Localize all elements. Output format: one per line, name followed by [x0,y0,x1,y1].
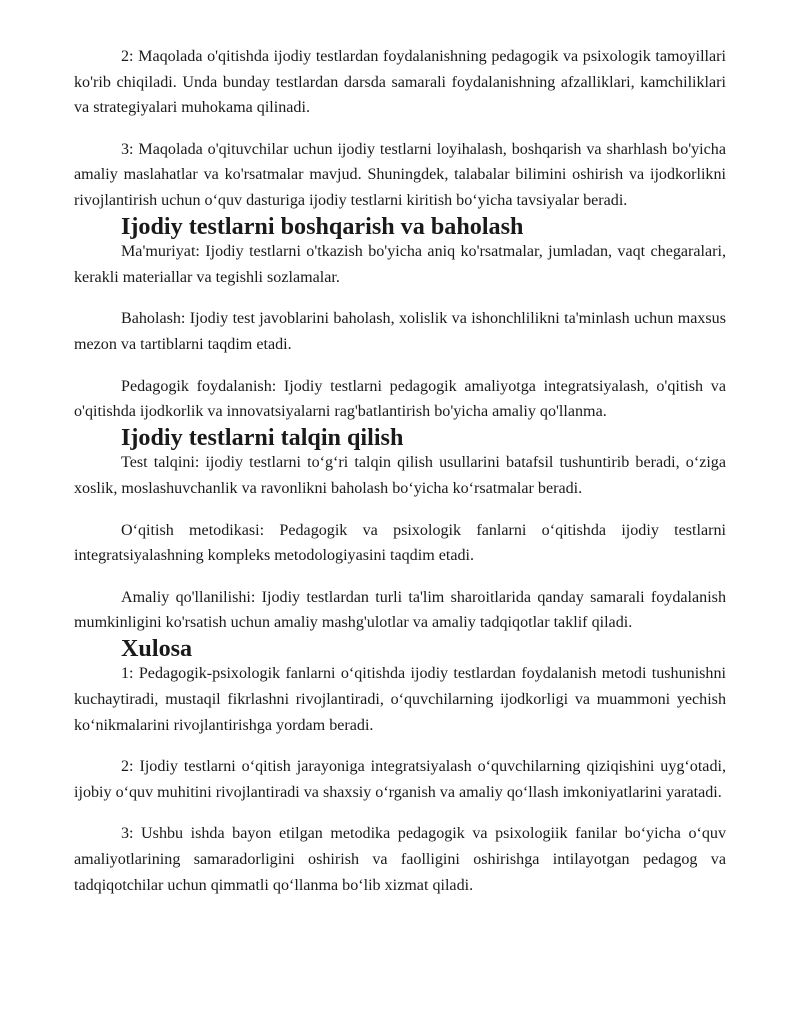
intro-paragraph-3: 3: Maqolada o'qituvchilar uchun ijodiy testlarni loyihalash, boshqarish va sharhlash bo'yicha amaliy maslahatlar va ko'rsatmalar mavjud. Shuningdek, talabalar bilimini oshirish va ijodkorlikni rivojlantirish uchun o‘quv dasturiga ijodiy testlarni kiritish bo‘yicha tavsiyalar beradi. [74,140,726,209]
document-page [74,44,726,898]
conclusion-paragraph-1: 1: Pedagogik-psixologik fanlarni o‘qitishda ijodiy testlardan foydalanish metodi tushunishni kuchaytiradi, mustaqil fikrlashni rivojlantiradi, o‘quvchilarning ijodkorligi va muammoni yechish ko‘nikmalarini rivojlantirishga yordam beradi. [74,665,726,734]
paragraph-assessment: Baholash: Ijodiy test javoblarini baholash, xolislik va ishonchlilikni ta'minlash uchun maxsus mezon va tartiblarni taqdim etadi. [74,310,726,353]
conclusion-paragraph-3: 3: Ushbu ishda bayon etilgan metodika pedagogik va psixologiik fanilar bo‘yicha o‘quv amaliyotlarining samaradorligini oshirish va faolligini oshirishga intilayotgan pedagog va tadqiqotchilar uchun qimmatli qo‘llanma bo‘lib xizmat qiladi. [74,825,726,894]
paragraph-administration: Ma'muriyat: Ijodiy testlarni o'tkazish bo'yicha aniq ko'rsatmalar, jumladan, vaqt chegaralari, kerakli materiallar va tegishli sozlamalar. [74,243,726,286]
section-heading-interpretation: Ijodiy testlarni talqin qilish [121,423,404,451]
paragraph-pedagogical-use: Pedagogik foydalanish: Ijodiy testlarni pedagogik amaliyotga integratsiyalash, o'qitish va o'qitishda ijodkorlik va innovatsiyalarni rag'batlantirish bo'yicha amaliy qo'llanma. [74,377,726,421]
intro-paragraph-2: 2: Maqolada o'qitishda ijodiy testlardan foydalanishning pedagogik va psixologik tamoyillari ko'rib chiqiladi. Unda bunday testlardan darsda samarali foydalanishning afzalliklari, kamchiliklari va strategiyalari muhokama qilinadi. [74,48,726,117]
paragraph-teaching-methodology: O‘qitish metodikasi: Pedagogik va psixologik fanlarni o‘qitishda ijodiy testlarni integratsiyalashning kompleks metodologiyasini taqdim etadi. [74,521,726,565]
paragraph-test-interpretation: Test talqini: ijodiy testlarni to‘g‘ri talqin qilish usullarini batafsil tushuntirib beradi, o‘ziga xoslik, moslashuvchanlik va ravonlikni baholash bo‘yicha ko‘rsatmalar beradi. [74,454,726,497]
conclusion-paragraph-2: 2: Ijodiy testlarni o‘qitish jarayoniga integratsiyalash o‘quvchilarning qiziqishini uyg‘otadi, ijobiy o‘quv muhitini rivojlantiradi va shaxsiy o‘rganish va amaliy qo‘llash imkoniyatlarini yaratadi. [74,758,726,801]
section-heading-administration: Ijodiy testlarni boshqarish va baholash [121,212,524,240]
section-heading-conclusion: Xulosa [121,634,193,662]
paragraph-practical-application: Amaliy qo'llanilishi: Ijodiy testlardan turli ta'lim sharoitlarida qanday samarali foydalanish mumkinligini ko'rsatish uchun amaliy mashg'ulotlar va amaliy tadqiqotlar taklif qiladi. [74,588,726,632]
